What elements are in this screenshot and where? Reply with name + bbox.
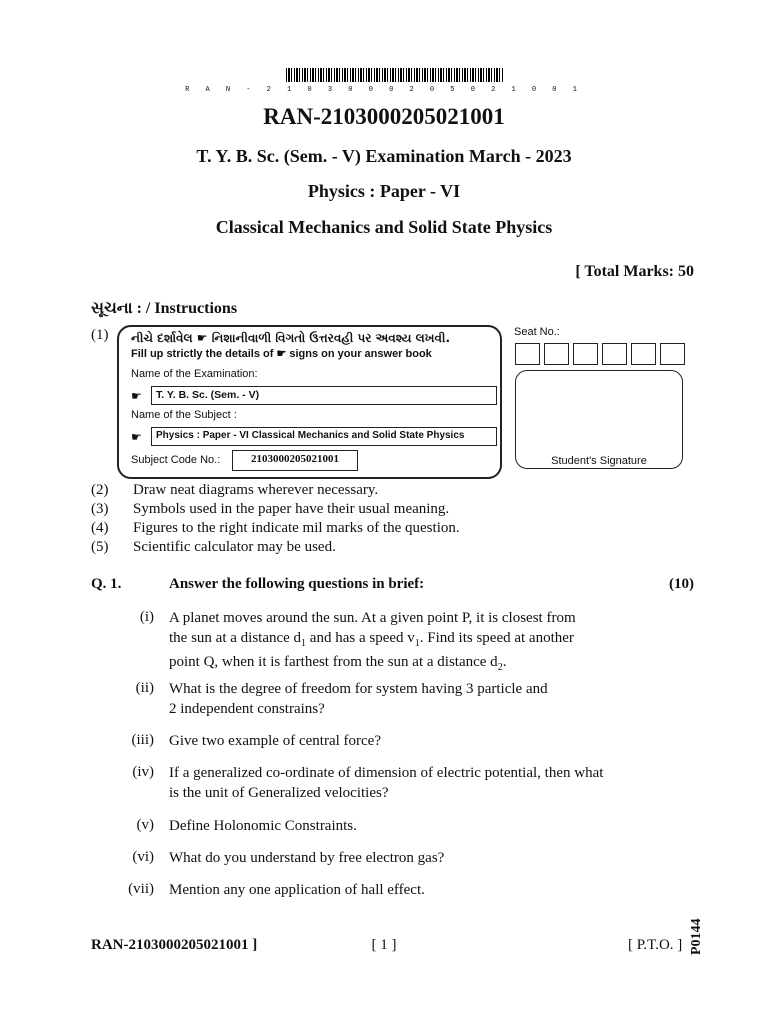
text-fragment: .: [502, 654, 507, 670]
subject-name-field: Physics : Paper - VI Classical Mechanics and Solid State Physics: [151, 427, 497, 446]
part-number: (v): [136, 817, 154, 833]
part-text-line: What is the degree of freedom for system having 3 particle and: [169, 681, 548, 697]
instruction-number: (5): [91, 539, 109, 555]
exam-name-label: Name of the Examination:: [131, 368, 258, 380]
part-text: What do you understand by free electron gas?: [169, 850, 445, 866]
pointing-hand-icon: ☛: [131, 389, 142, 403]
part-text: [169, 609, 669, 678]
instruction-text: Symbols used in the paper have their usual meaning.: [133, 501, 450, 517]
part-number: (ii): [135, 680, 154, 696]
part-number: (iv): [132, 764, 154, 780]
subject-name-label: Name of the Subject :: [131, 409, 237, 421]
instruction-item: [91, 539, 336, 556]
instruction-number: (3): [91, 501, 109, 517]
seat-number-boxes: [515, 343, 685, 365]
vertical-code: P0144: [689, 918, 704, 955]
part-text-line: [169, 653, 669, 678]
question-label: Q. 1.: [91, 576, 122, 592]
subject-code-label: Subject Code No.:: [131, 454, 221, 466]
part-text: [169, 764, 669, 803]
instruction-item: [91, 482, 378, 499]
question-heading: Answer the following questions in brief:: [169, 576, 425, 592]
question-marks: (10): [669, 576, 694, 592]
part-text-line: is the unit of Generalized velocities?: [169, 784, 389, 801]
instruction-item: [91, 501, 449, 518]
paper-title: Physics : Paper - VI: [307, 181, 461, 201]
barcode-text: R A N - 2 1 0 3 0 0 0 2 0 5 0 2 1 0 0 1: [185, 86, 583, 94]
pointing-hand-icon: ☛: [131, 430, 142, 444]
paper-code-title: RAN-2103000205021001: [263, 104, 505, 129]
part-text: [169, 680, 669, 719]
part-number: (iii): [131, 732, 154, 748]
subscript: 2: [497, 662, 503, 673]
part-number: (vii): [128, 881, 154, 897]
part-text: Define Holonomic Constraints.: [169, 818, 357, 834]
exam-name-field: T. Y. B. Sc. (Sem. - V): [151, 386, 497, 405]
text-fragment: the sun at a distance d: [169, 629, 302, 646]
subscript: 1: [301, 637, 307, 649]
part-number: (vi): [132, 849, 154, 865]
seat-digit-box: [573, 343, 598, 365]
subject-title: Classical Mechanics and Solid State Physics: [215, 217, 553, 237]
seat-digit-box: [631, 343, 656, 365]
pto-label: [ P.T.O. ]: [628, 937, 683, 953]
part-text-line: 2 independent constrains?: [169, 700, 325, 717]
total-marks: [ Total Marks: 50: [575, 263, 694, 280]
exam-title: T. Y. B. Sc. (Sem. - V) Examination March - 2023: [196, 146, 572, 166]
footer-paper-code: RAN-2103000205021001 ]: [91, 937, 258, 953]
page-number: [ 1 ]: [371, 937, 397, 953]
text-fragment: point Q, when it is farthest from the sun at a distance d: [169, 654, 498, 670]
gujarati-instruction: નીચે દર્શાવેલ ☛ નિશાનીવાળી વિગતો ઉત્તરવહી પર અવશ્ય લખવી.: [131, 331, 451, 345]
instruction-text: Draw neat diagrams wherever necessary.: [133, 482, 379, 498]
signature-label: Student's Signature: [551, 455, 647, 467]
details-box: [117, 325, 502, 479]
barcode: [286, 68, 504, 82]
instruction-text: Figures to the right indicate mil marks of the question.: [133, 520, 460, 536]
subject-code-field: 2103000205021001: [232, 450, 358, 471]
instruction-number: (2): [91, 482, 109, 498]
instruction-text: Scientific calculator may be used.: [133, 539, 336, 555]
text-fragment: . Find its speed at another: [419, 629, 574, 646]
part-text: Give two example of central force?: [169, 733, 381, 749]
seat-number-label: Seat No.:: [514, 326, 560, 338]
signature-box: [515, 370, 683, 469]
part-text-line: [169, 629, 669, 654]
seat-digit-box: [602, 343, 627, 365]
instruction-number: (4): [91, 520, 109, 536]
instruction-number-1: (1): [91, 327, 109, 343]
seat-digit-box: [544, 343, 569, 365]
seat-digit-box: [515, 343, 540, 365]
instructions-heading: સૂચના : / Instructions: [91, 300, 238, 317]
part-text-line: A planet moves around the sun. At a given point P, it is closest from: [169, 610, 576, 626]
part-number: (i): [139, 609, 154, 625]
instruction-item: [91, 520, 460, 537]
part-text: Mention any one application of hall effect.: [169, 882, 425, 898]
text-fragment: and has a speed v: [306, 629, 415, 646]
subscript: 1: [414, 637, 420, 649]
english-instruction: Fill up strictly the details of ☛ signs on your answer book: [131, 348, 432, 360]
seat-digit-box: [660, 343, 685, 365]
part-text-line: If a generalized co-ordinate of dimension of electric potential, then what: [169, 765, 604, 781]
